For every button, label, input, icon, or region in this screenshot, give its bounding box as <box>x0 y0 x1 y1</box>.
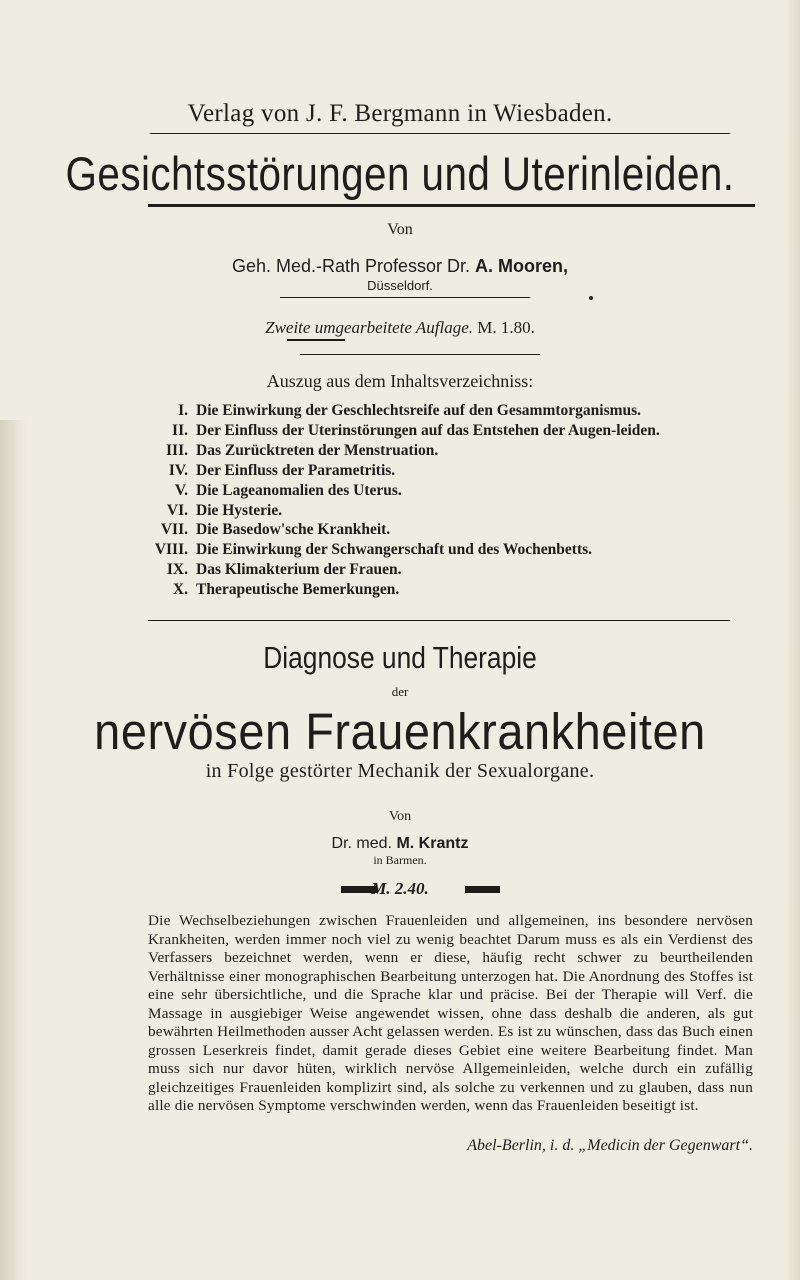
toc-text: Das Zurücktreten der Menstruation. <box>196 441 439 459</box>
toc-number: IV. <box>168 461 188 479</box>
toc-list <box>154 401 754 600</box>
toc-item <box>154 580 754 600</box>
book1-edition-text: Zweite umgearbeitete Auflage. <box>265 318 474 337</box>
book1-edition <box>0 318 800 338</box>
review-citation: Abel-Berlin, i. d. „Medicin der Gegenwart“. <box>467 1137 753 1154</box>
toc-item <box>154 560 754 580</box>
book1-price: M. 1.80. <box>477 318 535 337</box>
book1-city: Düsseldorf. <box>367 278 433 293</box>
toc-item <box>154 421 754 441</box>
edition-underline <box>287 339 345 341</box>
page-edge-shadow <box>786 0 800 1280</box>
book2-city: in Barmen. <box>373 853 427 867</box>
toc-item <box>154 401 754 421</box>
toc-text: Die Einwirkung der Geschlechtsreife auf den Gesammtorganismus. <box>196 402 642 419</box>
book1-title-rule <box>148 204 755 207</box>
printing-dot <box>589 296 593 300</box>
toc-text: Die Lageanomalien des Uterus. <box>196 481 402 499</box>
toc-item <box>154 441 754 461</box>
book2-by: Von <box>388 809 412 824</box>
toc-text: Die Einwirkung der Schwangerschaft und des Wochenbetts. <box>196 541 593 559</box>
section-divider <box>148 620 730 621</box>
toc-text: Therapeutische Bemerkungen. <box>196 581 400 599</box>
separator-rule <box>280 297 530 298</box>
toc-number: VIII. <box>154 541 188 559</box>
book2-review: Die Wechselbeziehungen zwischen Frauenleiden und allgemeinen, ins besondere nervösen Krankheiten, werden immer noch viel zu wenig beachtet Darum muss es als ein Verdienst des Verfassers bezeichnet werden, wenn er diese, häufig recht schwer zu beurtheilenden Verhältnisse einer monographischen Bearbeitung unterzogen hat. Die Anordnung des Stoffes ist eine sehr übersichtliche, und die Sprache klar und präcise. Bei der Therapie will Verf. die Massage in ausgiebiger Weise angewendet wissen, ohne dass deshalb die anderen, als gut bewährten Heilmethoden ausser Acht gelassen werden. Es ist zu wünschen, dass das Buch einen grossen Leserkreis findet, damit gerade dieses Gebiet eine weitere Bearbeitung findet. Man muss sich nur davor hüten, wirklich nervöse Allgemeinleiden, welche durch ein zufällig gleichzeitiges Frauenleiden komplizirt sind, als solche zu verkennen und zu glauben, dass nun alle die nervösen Symptome verschwinden werden, wenn das Frauenleiden beseitigt ist. <box>148 912 753 1114</box>
toc-item <box>154 540 754 560</box>
toc-item <box>154 520 754 540</box>
book1-author-prefix: Geh. Med.-Rath Professor Dr. <box>231 256 471 276</box>
toc-item <box>154 481 754 501</box>
toc-number: I. <box>178 402 188 419</box>
book2-author <box>0 835 800 853</box>
book1-author <box>0 256 800 277</box>
toc-number: VII. <box>160 521 188 539</box>
book2-title-der: der <box>391 684 409 699</box>
toc-text: Der Einfluss der Parametritis. <box>196 461 396 479</box>
toc-text: Das Klimakterium der Frauen. <box>196 561 402 579</box>
toc-number: IX. <box>166 561 188 579</box>
separator-rule <box>300 354 540 355</box>
toc-text: Die Hysterie. <box>196 501 283 519</box>
toc-number: III. <box>166 441 188 459</box>
book1-author-name: A. Mooren, <box>475 256 569 276</box>
book1-by: Von <box>387 221 413 238</box>
toc-text: Die Basedow'sche Krankheit. <box>196 521 391 539</box>
toc-number: II. <box>172 421 188 439</box>
publisher-rule <box>150 133 730 134</box>
toc-number: X. <box>172 581 188 599</box>
book2-title-line1: Diagnose und Therapie <box>263 640 537 675</box>
publisher-line: Verlag von J. F. Bergmann in Wiesbaden. <box>187 100 613 127</box>
toc-heading: Auszug aus dem Inhaltsverzeichniss: <box>266 371 534 391</box>
book2-price: M. 2.40. <box>371 879 429 898</box>
toc-item <box>154 501 754 521</box>
book2-title-main: nervösen Frauenkrankheiten <box>94 703 706 760</box>
toc-text: Der Einfluss der Uterinstörungen auf das Entstehen der Augen-leiden. <box>196 421 660 439</box>
toc-number: VI. <box>166 501 188 519</box>
toc-number: V. <box>174 481 188 499</box>
book1-title: Gesichtsstörungen und Uterinleiden. <box>65 147 735 200</box>
book2-subtitle: in Folge gestörter Mechanik der Sexualorgane. <box>205 760 595 782</box>
book2-author-name: M. Krantz <box>396 835 469 852</box>
toc-item <box>154 461 754 481</box>
price-bar-right <box>465 886 500 893</box>
book2-author-prefix: Dr. med. <box>331 835 392 852</box>
